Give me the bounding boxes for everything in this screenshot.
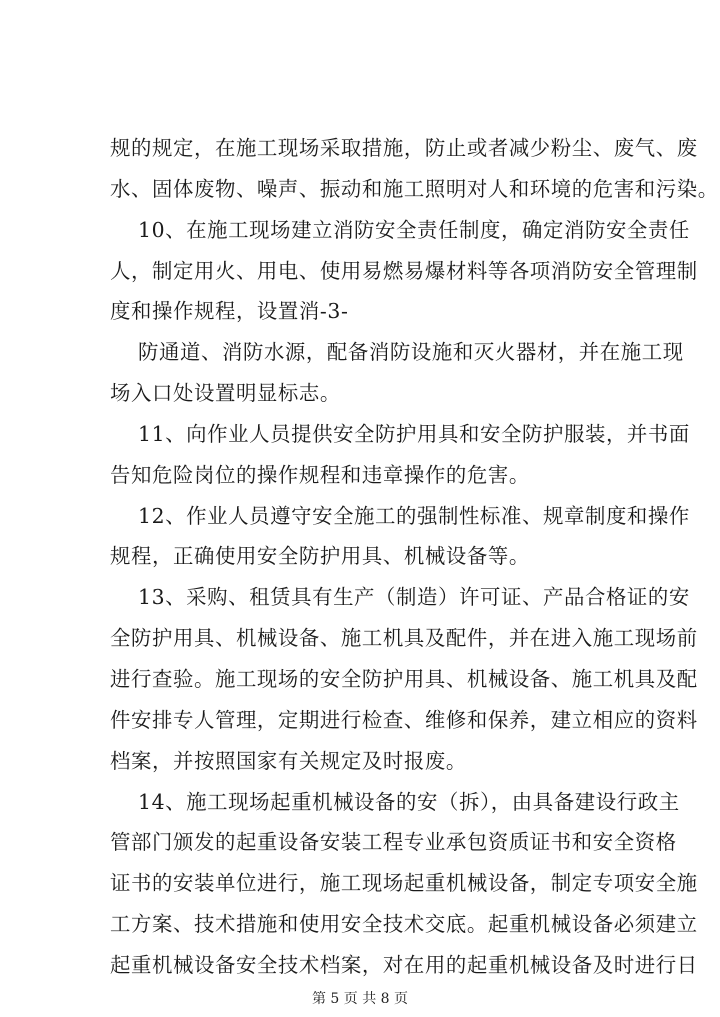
text-line: 管部门颁发的起重设备安装工程专业承包资质证书和安全资格 <box>110 830 677 854</box>
text-line: 档案，并按照国家有关规定及时报废。 <box>110 749 467 773</box>
text-line: 场入口处设置明显标志。 <box>110 381 341 405</box>
text-line: 规程，正确使用安全防护用具、机械设备等。 <box>110 544 530 568</box>
paragraph-14-start: 14、施工现场起重机械设备的安（拆），由具备建设行政主 <box>138 790 680 814</box>
text-line: 进行查验。施工现场的安全防护用具、机械设备、施工机具及配 <box>110 667 698 691</box>
text-line: 规的规定，在施工现场采取措施，防止或者减少粉尘、废气、废 <box>110 136 698 160</box>
paragraph-10-start: 10、在施工现场建立消防安全责任制度，确定消防安全责任 <box>138 218 690 242</box>
text-line: 证书的安装单位进行，施工现场起重机械设备，制定专项安全施 <box>110 871 698 895</box>
text-line: 件安排专人管理，定期进行检查、维修和保养，建立相应的资料 <box>110 708 698 732</box>
paragraph-13-start: 13、采购、租赁具有生产（制造）许可证、产品合格证的安 <box>138 585 690 609</box>
paragraph-12-start: 12、作业人员遵守安全施工的强制性标准、规章制度和操作 <box>138 504 690 528</box>
text-line: 人，制定用火、用电、使用易燃易爆材料等各项消防安全管理制 <box>110 259 698 283</box>
page-footer: 第 5 页 共 8 页 <box>311 991 409 1007</box>
text-line: 告知危险岗位的操作规程和违章操作的危害。 <box>110 463 530 487</box>
text-line: 起重机械设备安全技术档案，对在用的起重机械设备及时进行日 <box>110 953 698 977</box>
paragraph-11-start: 11、向作业人员提供安全防护用具和安全防护服装，并书面 <box>138 422 690 446</box>
text-line: 防通道、消防水源，配备消防设施和灭火器材，并在施工现 <box>138 340 684 364</box>
text-line: 度和操作规程，设置消-3- <box>110 299 349 323</box>
text-line: 工方案、技术措施和使用安全技术交底。起重机械设备必须建立 <box>110 912 698 936</box>
text-line: 全防护用具、机械设备、施工机具及配件，并在进入施工现场前 <box>110 626 698 650</box>
text-line: 水、固体废物、噪声、振动和施工照明对人和环境的危害和污染。 <box>110 177 719 201</box>
